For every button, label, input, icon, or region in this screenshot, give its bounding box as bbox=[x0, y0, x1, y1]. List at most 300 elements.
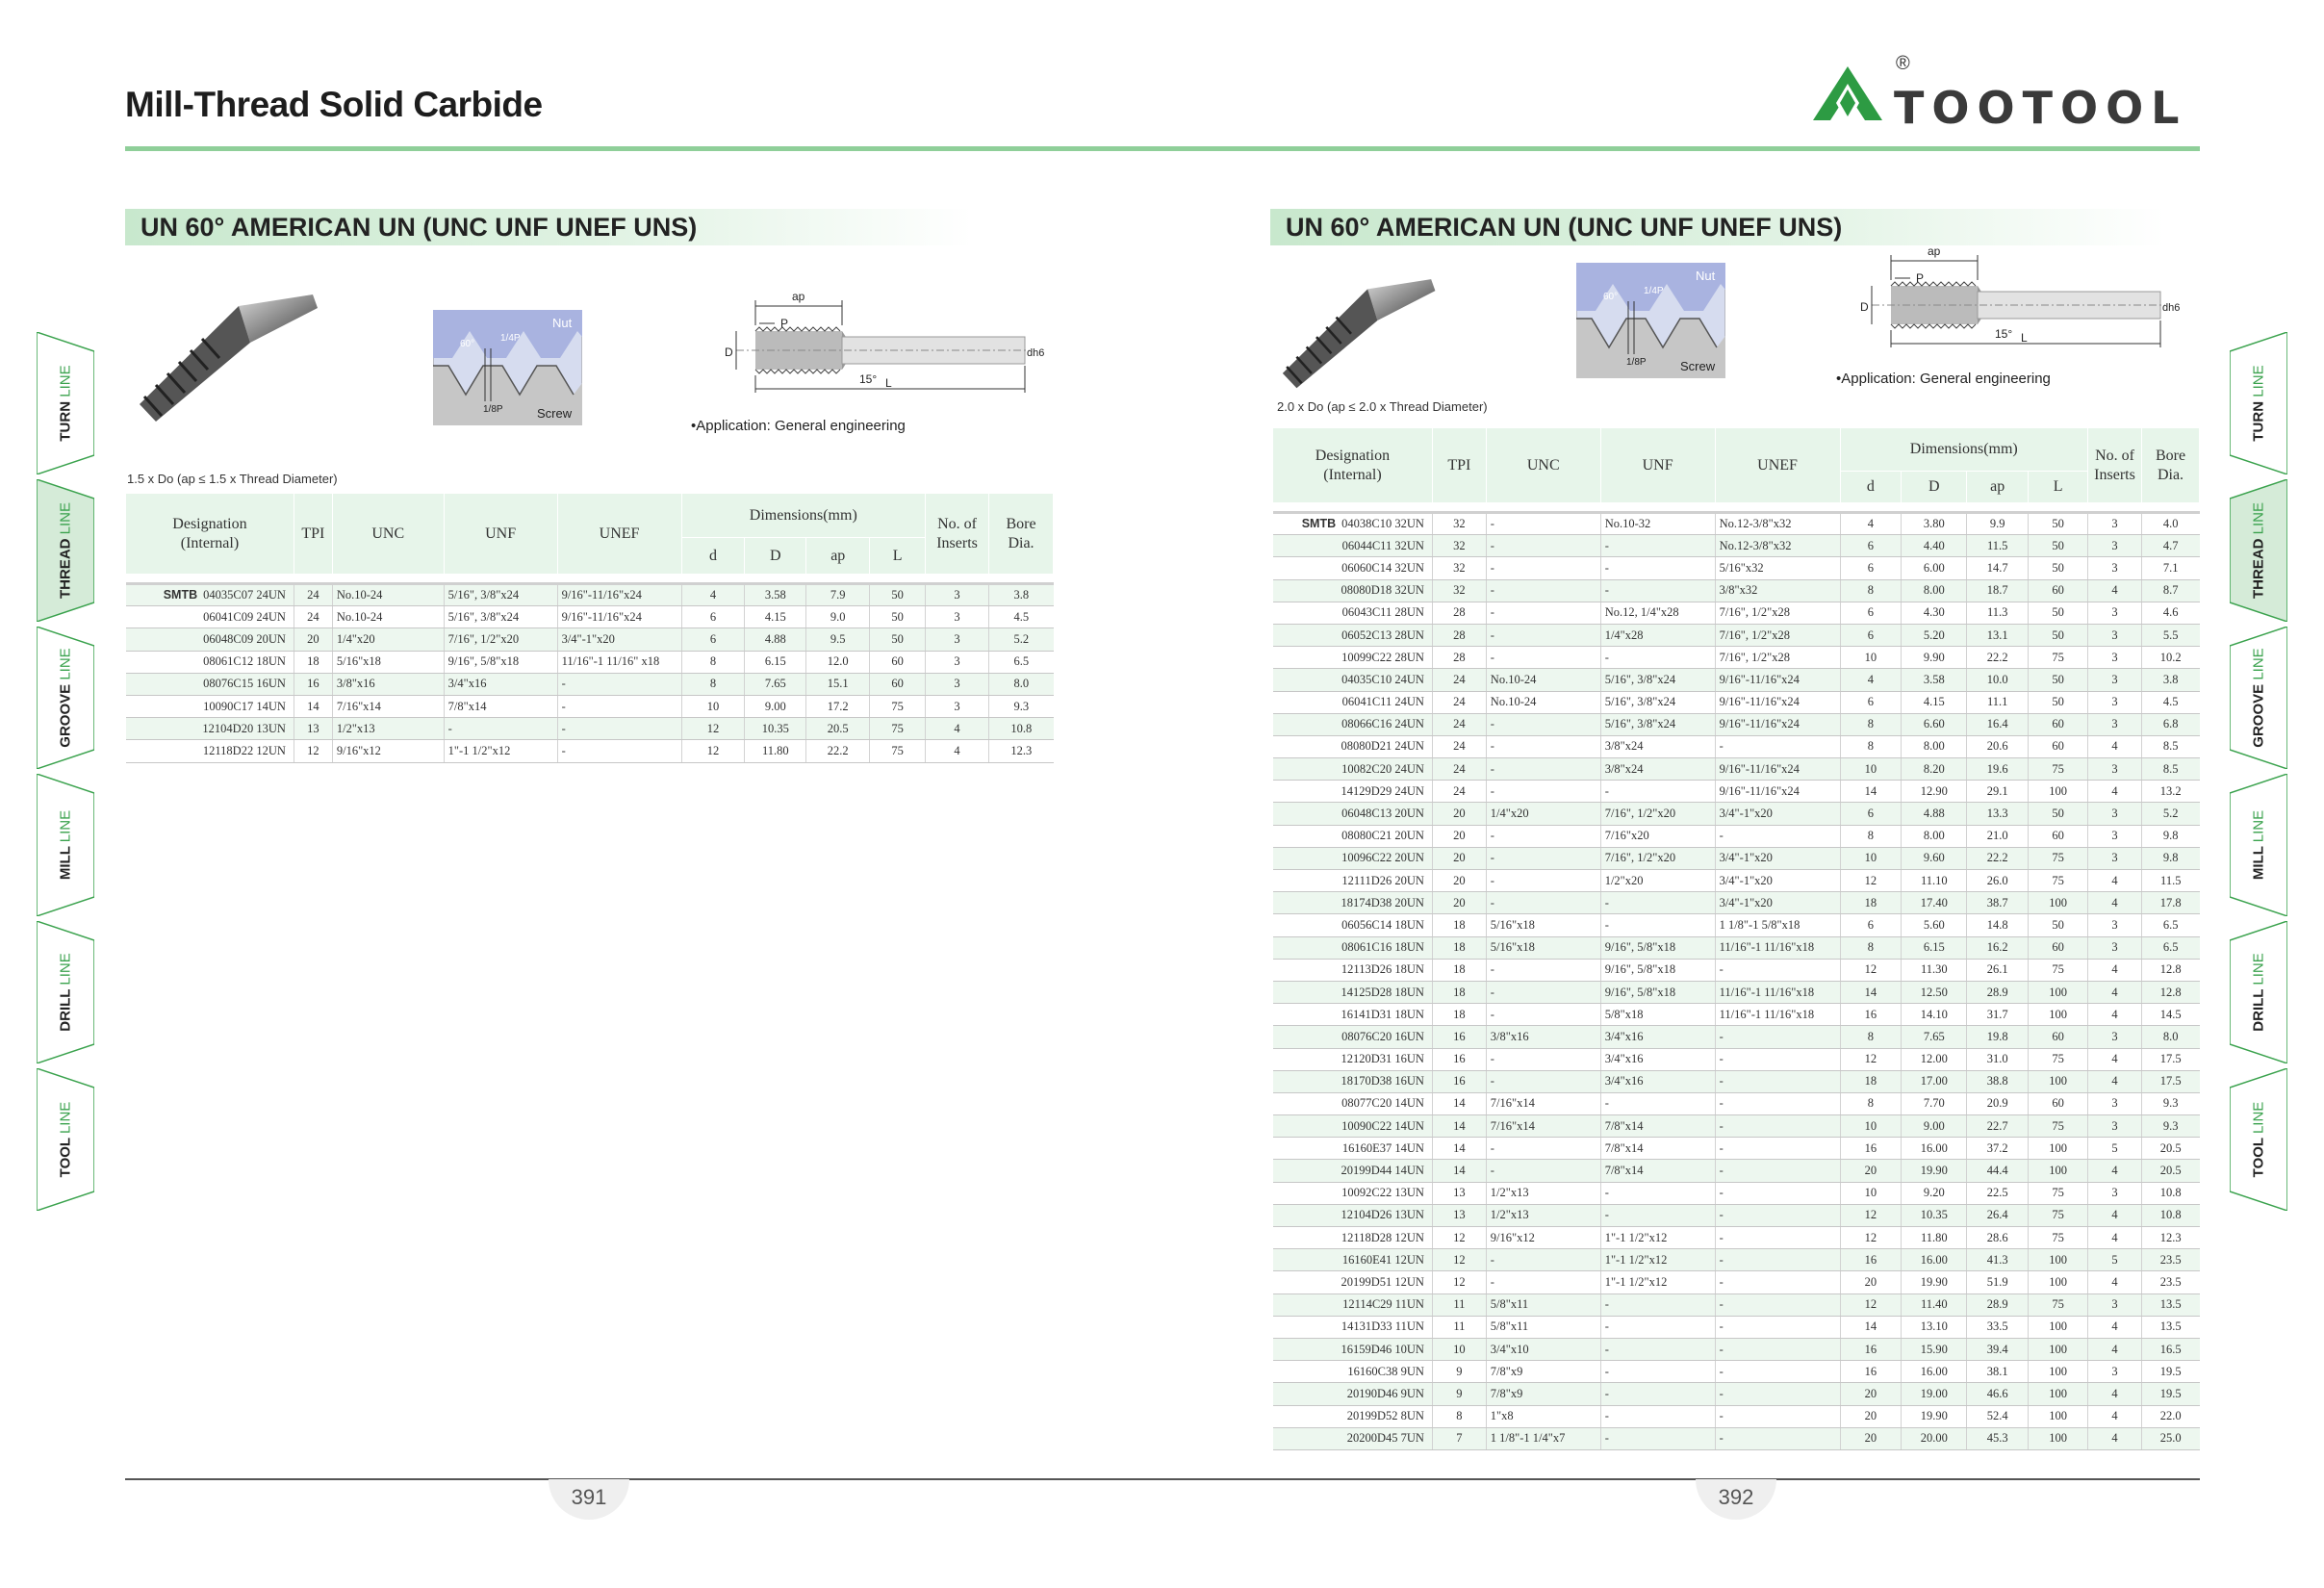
table-cell: - bbox=[1715, 1361, 1840, 1383]
table-cell: - bbox=[1486, 892, 1600, 914]
table-cell: 14.8 bbox=[1967, 914, 2029, 936]
table-cell: 13.1 bbox=[1967, 624, 2029, 646]
table-cell: 3 bbox=[2088, 1293, 2142, 1316]
table-cell: 7.9 bbox=[806, 584, 870, 606]
table-cell: 12.3 bbox=[989, 740, 1054, 762]
table-cell: 8.5 bbox=[2141, 758, 2199, 781]
right-depth-note: 2.0 x Do (ap ≤ 2.0 x Thread Diameter) bbox=[1277, 399, 1488, 414]
table-cell: 11/16"-1 11/16"x18 bbox=[1715, 936, 1840, 959]
table-cell: 75 bbox=[2029, 1293, 2088, 1316]
table-cell: 9 bbox=[1432, 1383, 1486, 1405]
left-spec-table bbox=[125, 493, 1054, 763]
side-tab-drill[interactable] bbox=[37, 921, 94, 1063]
table-cell: 17.8 bbox=[2141, 892, 2199, 914]
table-cell: 26.1 bbox=[1967, 959, 2029, 981]
table-cell: 60 bbox=[870, 673, 926, 695]
table-cell: 31.0 bbox=[1967, 1048, 2029, 1070]
table-cell: 3 bbox=[2088, 1115, 2142, 1138]
table-cell: 3.8 bbox=[989, 584, 1054, 606]
table-cell: 11 bbox=[1432, 1316, 1486, 1338]
table-cell: 4 bbox=[2088, 735, 2142, 757]
table-cell: 3/4"x16 bbox=[1600, 1048, 1715, 1070]
table-cell: 28.9 bbox=[1967, 981, 2029, 1003]
table-cell: 1 1/8"-1 1/4"x7 bbox=[1486, 1427, 1600, 1449]
table-cell: - bbox=[1486, 1271, 1600, 1293]
table-cell: 22.7 bbox=[1967, 1115, 2029, 1138]
table-cell: 3/4"x16 bbox=[1600, 1070, 1715, 1092]
table-cell: 8.7 bbox=[2141, 579, 2199, 602]
table-cell: - bbox=[1600, 1092, 1715, 1114]
designation-cell: SMTB 04035C07 24UN bbox=[126, 584, 294, 606]
table-cell: 5.60 bbox=[1902, 914, 1967, 936]
table-cell: 3 bbox=[2088, 758, 2142, 781]
table-cell: 26.4 bbox=[1967, 1204, 2029, 1226]
table-cell: 3 bbox=[2088, 647, 2142, 669]
table-cell: 9.00 bbox=[745, 695, 806, 717]
table-cell: 3 bbox=[2088, 825, 2142, 847]
table-row bbox=[1273, 602, 2200, 624]
side-tab-groove[interactable] bbox=[2230, 627, 2287, 769]
table-cell: - bbox=[1715, 959, 1840, 981]
table-row bbox=[1273, 1004, 2200, 1026]
table-cell: 13.2 bbox=[2141, 781, 2199, 803]
table-cell: 7/8"x14 bbox=[1600, 1160, 1715, 1182]
side-tab-label: MILL LINE bbox=[57, 809, 74, 881]
table-cell: 5.5 bbox=[2141, 624, 2199, 646]
table-cell: 20.9 bbox=[1967, 1092, 2029, 1114]
table-cell: - bbox=[1486, 870, 1600, 892]
table-cell: No.10-24 bbox=[1486, 691, 1600, 713]
table-cell: 11.80 bbox=[745, 740, 806, 762]
ap-header: ap bbox=[1967, 472, 2029, 503]
table-row bbox=[1273, 1361, 2200, 1383]
table-cell: 8 bbox=[681, 673, 745, 695]
table-cell: 16.00 bbox=[1902, 1138, 1967, 1160]
table-cell: 4 bbox=[2088, 1383, 2142, 1405]
table-cell: 9.60 bbox=[1902, 847, 1967, 869]
table-row bbox=[1273, 1026, 2200, 1048]
table-cell: - bbox=[1715, 1249, 1840, 1271]
inserts-header: No. of Inserts bbox=[926, 494, 989, 575]
table-cell: 8.0 bbox=[989, 673, 1054, 695]
table-cell: 50 bbox=[2029, 669, 2088, 691]
table-cell: - bbox=[1600, 781, 1715, 803]
table-cell: 100 bbox=[2029, 1383, 2088, 1405]
table-cell: 20.5 bbox=[2141, 1138, 2199, 1160]
table-cell: 18 bbox=[1432, 981, 1486, 1003]
table-cell: 24 bbox=[1432, 691, 1486, 713]
table-cell: - bbox=[557, 740, 681, 762]
designation-cell: 12120D31 16UN bbox=[1273, 1048, 1433, 1070]
table-cell: 14 bbox=[1432, 1138, 1486, 1160]
side-tab-label: DRILL LINE bbox=[57, 953, 74, 1032]
table-cell: 32 bbox=[1432, 513, 1486, 535]
table-cell: 51.9 bbox=[1967, 1271, 2029, 1293]
table-cell: 4 bbox=[2088, 1227, 2142, 1249]
table-cell: No.10-32 bbox=[1600, 513, 1715, 535]
right-section-heading: UN 60° AMERICAN UN (UNC UNF UNEF UNS) bbox=[1270, 209, 2165, 245]
L-header: L bbox=[2029, 472, 2088, 503]
left-depth-note: 1.5 x Do (ap ≤ 1.5 x Thread Diameter) bbox=[127, 472, 338, 486]
table-cell: 3/4"-1"x20 bbox=[1715, 847, 1840, 869]
table-cell: - bbox=[1600, 1383, 1715, 1405]
table-cell: 5/16"x18 bbox=[332, 651, 444, 673]
table-cell: 6 bbox=[681, 628, 745, 651]
table-cell: 11.3 bbox=[1967, 602, 2029, 624]
table-cell: 4 bbox=[1840, 513, 1902, 535]
table-cell: 3 bbox=[2088, 914, 2142, 936]
left-section-heading: UN 60° AMERICAN UN (UNC UNF UNEF UNS) bbox=[125, 209, 972, 245]
table-cell: 13 bbox=[1432, 1182, 1486, 1204]
table-cell: 4.7 bbox=[2141, 535, 2199, 557]
table-cell: 4 bbox=[2088, 892, 2142, 914]
table-cell: 1"-1 1/2"x12 bbox=[444, 740, 557, 762]
table-cell: 14.10 bbox=[1902, 1004, 1967, 1026]
table-cell: 75 bbox=[2029, 1115, 2088, 1138]
table-cell: 7/16"x14 bbox=[1486, 1115, 1600, 1138]
designation-cell: 06048C09 20UN bbox=[126, 628, 294, 651]
table-cell: 28.6 bbox=[1967, 1227, 2029, 1249]
table-cell: 13.5 bbox=[2141, 1316, 2199, 1338]
table-row bbox=[1273, 803, 2200, 825]
table-cell: 8 bbox=[1840, 579, 1902, 602]
table-cell: 16.4 bbox=[1967, 713, 2029, 735]
table-cell: 18 bbox=[1432, 959, 1486, 981]
table-row bbox=[1273, 647, 2200, 669]
table-cell: 16.00 bbox=[1902, 1249, 1967, 1271]
designation-cell: 06041C11 24UN bbox=[1273, 691, 1433, 713]
table-cell: 1"-1 1/2"x12 bbox=[1600, 1271, 1715, 1293]
designation-cell: 08080D21 24UN bbox=[1273, 735, 1433, 757]
table-row bbox=[1273, 892, 2200, 914]
side-tab-turn[interactable] bbox=[2230, 332, 2287, 474]
side-tab-tool[interactable] bbox=[37, 1068, 94, 1211]
designation-cell: 10090C17 14UN bbox=[126, 695, 294, 717]
table-cell: 3.58 bbox=[1902, 669, 1967, 691]
table-cell: 50 bbox=[2029, 557, 2088, 579]
table-cell: 60 bbox=[2029, 579, 2088, 602]
side-tab-label: GROOVE LINE bbox=[57, 648, 74, 748]
table-cell: 3 bbox=[2088, 1182, 2142, 1204]
table-cell: 11.30 bbox=[1902, 959, 1967, 981]
side-tab-label: TOOL LINE bbox=[57, 1101, 74, 1178]
nut-label: Nut bbox=[1696, 269, 1716, 283]
table-cell: 3/4"x10 bbox=[1486, 1338, 1600, 1360]
table-cell: 75 bbox=[2029, 1204, 2088, 1226]
table-cell: 9/16"-11/16"x24 bbox=[557, 606, 681, 628]
table-cell: 1/2"x13 bbox=[1486, 1182, 1600, 1204]
table-cell: 28 bbox=[1432, 624, 1486, 646]
side-tab-drill[interactable] bbox=[2230, 921, 2287, 1063]
table-cell: 4.15 bbox=[1902, 691, 1967, 713]
table-cell: 3 bbox=[2088, 847, 2142, 869]
table-cell: 16.00 bbox=[1902, 1361, 1967, 1383]
table-cell: 12 bbox=[1840, 1204, 1902, 1226]
table-cell: 75 bbox=[870, 695, 926, 717]
table-cell: 60 bbox=[2029, 825, 2088, 847]
table-cell: 20 bbox=[1840, 1383, 1902, 1405]
table-cell: 20.00 bbox=[1902, 1427, 1967, 1449]
designation-cell: 12104D26 13UN bbox=[1273, 1204, 1433, 1226]
designation-cell: 12118D22 12UN bbox=[126, 740, 294, 762]
table-cell: 28.9 bbox=[1967, 1293, 2029, 1316]
table-cell: 6.15 bbox=[1902, 936, 1967, 959]
table-cell: 5 bbox=[2088, 1138, 2142, 1160]
table-cell: 100 bbox=[2029, 1070, 2088, 1092]
table-cell: 20 bbox=[1840, 1160, 1902, 1182]
table-cell: - bbox=[1486, 602, 1600, 624]
D-header: D bbox=[745, 538, 806, 575]
length-label: L bbox=[885, 376, 892, 390]
registered-mark: ® bbox=[1896, 53, 1910, 74]
table-cell: 7.65 bbox=[745, 673, 806, 695]
table-row bbox=[1273, 1227, 2200, 1249]
tpi-header: TPI bbox=[1432, 428, 1486, 503]
table-cell: 16 bbox=[1432, 1026, 1486, 1048]
designation-cell: 12111D26 20UN bbox=[1273, 870, 1433, 892]
table-cell: - bbox=[557, 718, 681, 740]
table-cell: 7/8"x9 bbox=[1486, 1361, 1600, 1383]
side-tab-label: DRILL LINE bbox=[2250, 953, 2267, 1032]
table-cell: No.10-24 bbox=[332, 584, 444, 606]
table-cell: 6 bbox=[1840, 624, 1902, 646]
table-row bbox=[1273, 981, 2200, 1003]
table-cell: 18 bbox=[294, 651, 332, 673]
side-tab-tool[interactable] bbox=[2230, 1068, 2287, 1211]
table-cell: 17.00 bbox=[1902, 1070, 1967, 1092]
table-cell: 4.40 bbox=[1902, 535, 1967, 557]
table-cell: 12.0 bbox=[806, 651, 870, 673]
table-cell: - bbox=[1486, 959, 1600, 981]
table-cell: 75 bbox=[2029, 847, 2088, 869]
table-cell: 19.5 bbox=[2141, 1361, 2199, 1383]
table-row bbox=[1273, 624, 2200, 646]
table-cell: 9.90 bbox=[1902, 647, 1967, 669]
table-row bbox=[1273, 535, 2200, 557]
table-cell: 8.00 bbox=[1902, 735, 1967, 757]
table-cell: 18 bbox=[1840, 892, 1902, 914]
table-cell: 3/4"-1"x20 bbox=[557, 628, 681, 651]
table-cell: 25.0 bbox=[2141, 1427, 2199, 1449]
side-tab-thread[interactable] bbox=[2230, 479, 2287, 622]
table-cell: 5/16", 3/8"x24 bbox=[1600, 691, 1715, 713]
table-cell: 18.7 bbox=[1967, 579, 2029, 602]
table-row bbox=[1273, 1070, 2200, 1092]
table-cell: 100 bbox=[2029, 981, 2088, 1003]
table-cell: 3 bbox=[926, 673, 989, 695]
table-cell: 5/8"x11 bbox=[1486, 1316, 1600, 1338]
designation-cell: 16160C38 9UN bbox=[1273, 1361, 1433, 1383]
designation-cell: 10099C22 28UN bbox=[1273, 647, 1433, 669]
table-cell: 8.00 bbox=[1902, 579, 1967, 602]
table-cell: 13 bbox=[294, 718, 332, 740]
table-cell: 7/16", 1/2"x28 bbox=[1715, 602, 1840, 624]
table-cell: - bbox=[1715, 1383, 1840, 1405]
table-cell: - bbox=[1600, 647, 1715, 669]
designation-cell: 06044C11 32UN bbox=[1273, 535, 1433, 557]
footer-divider bbox=[125, 1478, 2200, 1480]
unf-header: UNF bbox=[1600, 428, 1715, 503]
page-number-right: 392 bbox=[1696, 1479, 1776, 1520]
table-cell: 10 bbox=[681, 695, 745, 717]
table-cell: 16 bbox=[1432, 1048, 1486, 1070]
table-cell: 7/8"x14 bbox=[1600, 1138, 1715, 1160]
table-cell: 4 bbox=[2088, 1004, 2142, 1026]
series-prefix: SMTB bbox=[163, 588, 198, 602]
table-cell: - bbox=[1600, 557, 1715, 579]
table-cell: 46.6 bbox=[1967, 1383, 2029, 1405]
table-cell: 3 bbox=[2088, 624, 2142, 646]
table-cell: 17.5 bbox=[2141, 1048, 2199, 1070]
table-cell: 12 bbox=[1840, 1293, 1902, 1316]
table-cell: 75 bbox=[870, 740, 926, 762]
table-cell: 17.40 bbox=[1902, 892, 1967, 914]
table-row bbox=[1273, 1115, 2200, 1138]
table-row bbox=[1273, 781, 2200, 803]
table-cell: 10 bbox=[1840, 758, 1902, 781]
table-cell: 4 bbox=[926, 740, 989, 762]
table-cell: 19.90 bbox=[1902, 1160, 1967, 1182]
helix-angle-label: 15° bbox=[859, 372, 878, 386]
table-cell: 11.5 bbox=[1967, 535, 2029, 557]
side-tab-mill[interactable] bbox=[37, 774, 94, 916]
table-cell: 4 bbox=[2088, 1070, 2142, 1092]
table-cell: - bbox=[557, 695, 681, 717]
eighth-pitch-label: 1/8P bbox=[1626, 357, 1647, 368]
table-cell: 100 bbox=[2029, 892, 2088, 914]
table-cell: 22.2 bbox=[1967, 647, 2029, 669]
table-cell: 15.1 bbox=[806, 673, 870, 695]
side-tab-thread[interactable] bbox=[37, 479, 94, 622]
table-cell: 3.8 bbox=[2141, 669, 2199, 691]
table-cell: 4 bbox=[2088, 1427, 2142, 1449]
table-cell: 9.8 bbox=[2141, 847, 2199, 869]
table-cell: 33.5 bbox=[1967, 1316, 2029, 1338]
table-row bbox=[1273, 914, 2200, 936]
unef-header: UNEF bbox=[557, 494, 681, 575]
table-cell: - bbox=[1715, 1026, 1840, 1048]
table-cell: 20.5 bbox=[806, 718, 870, 740]
table-cell: 7/8"x14 bbox=[1600, 1115, 1715, 1138]
table-cell: 3 bbox=[2088, 602, 2142, 624]
table-cell: 3 bbox=[2088, 803, 2142, 825]
table-cell: 4 bbox=[2088, 1160, 2142, 1182]
table-cell: 9.00 bbox=[1902, 1115, 1967, 1138]
table-cell: 10.35 bbox=[745, 718, 806, 740]
table-cell: 17.5 bbox=[2141, 1070, 2199, 1092]
table-cell: 4 bbox=[1840, 669, 1902, 691]
table-row bbox=[1273, 1249, 2200, 1271]
table-cell: 100 bbox=[2029, 1138, 2088, 1160]
table-cell: 16.2 bbox=[1967, 936, 2029, 959]
table-cell: 11.1 bbox=[1967, 691, 2029, 713]
table-cell: 11/16"-1 11/16"x18 bbox=[1715, 981, 1840, 1003]
table-cell: - bbox=[1486, 624, 1600, 646]
table-cell: 9/16", 5/8"x18 bbox=[444, 651, 557, 673]
table-cell: 9.0 bbox=[806, 606, 870, 628]
table-cell: 10.8 bbox=[2141, 1204, 2199, 1226]
table-cell: 12.3 bbox=[2141, 1227, 2199, 1249]
table-cell: 16.5 bbox=[2141, 1338, 2199, 1360]
right-spec-table bbox=[1272, 427, 2200, 1450]
table-cell: - bbox=[1486, 535, 1600, 557]
table-row bbox=[1273, 936, 2200, 959]
table-cell: - bbox=[557, 673, 681, 695]
table-cell: 50 bbox=[870, 584, 926, 606]
table-cell: 10.35 bbox=[1902, 1204, 1967, 1226]
table-cell: - bbox=[1600, 1293, 1715, 1316]
table-row bbox=[1273, 1271, 2200, 1293]
table-cell: 75 bbox=[2029, 959, 2088, 981]
table-cell: 20.6 bbox=[1967, 735, 2029, 757]
table-cell: 5/16", 3/8"x24 bbox=[444, 606, 557, 628]
side-tab-groove[interactable] bbox=[37, 627, 94, 769]
designation-cell: 08080D18 32UN bbox=[1273, 579, 1433, 602]
d-header: d bbox=[1840, 472, 1902, 503]
table-cell: 3 bbox=[2088, 691, 2142, 713]
table-cell: 3/8"x24 bbox=[1600, 735, 1715, 757]
table-cell: 29.1 bbox=[1967, 781, 2029, 803]
table-cell: 14 bbox=[294, 695, 332, 717]
table-cell: 3.80 bbox=[1902, 513, 1967, 535]
table-cell: 100 bbox=[2029, 1271, 2088, 1293]
series-prefix: SMTB bbox=[1301, 517, 1337, 531]
table-cell: 6 bbox=[1840, 535, 1902, 557]
table-row bbox=[1273, 1138, 2200, 1160]
designation-cell: 14131D33 11UN bbox=[1273, 1316, 1433, 1338]
designation-cell: 08066C16 24UN bbox=[1273, 713, 1433, 735]
table-cell: 8 bbox=[681, 651, 745, 673]
table-cell: - bbox=[1486, 1160, 1600, 1182]
table-cell: 10.0 bbox=[1967, 669, 2029, 691]
table-cell: 4.6 bbox=[2141, 602, 2199, 624]
table-cell: - bbox=[1486, 1138, 1600, 1160]
pitch-label: P bbox=[1916, 271, 1925, 285]
table-cell: 14 bbox=[1432, 1160, 1486, 1182]
side-tab-turn[interactable] bbox=[37, 332, 94, 474]
table-cell: 11/16"-1 11/16" x18 bbox=[557, 651, 681, 673]
table-cell: 19.90 bbox=[1902, 1405, 1967, 1427]
table-cell: 12 bbox=[1840, 1227, 1902, 1249]
designation-cell: 08080C21 20UN bbox=[1273, 825, 1433, 847]
table-cell: 24 bbox=[294, 606, 332, 628]
table-row bbox=[1273, 1160, 2200, 1182]
table-cell: - bbox=[1600, 1361, 1715, 1383]
right-application-note: •Application: General engineering bbox=[1836, 371, 2051, 387]
table-cell: 60 bbox=[2029, 1092, 2088, 1114]
table-cell: 100 bbox=[2029, 1160, 2088, 1182]
designation-cell: 10096C22 20UN bbox=[1273, 847, 1433, 869]
table-cell: - bbox=[1486, 647, 1600, 669]
nut-label: Nut bbox=[552, 316, 573, 330]
table-row bbox=[1273, 735, 2200, 757]
designation-cell: 10092C22 13UN bbox=[1273, 1182, 1433, 1204]
table-row bbox=[126, 651, 1054, 673]
table-cell: 14 bbox=[1840, 981, 1902, 1003]
table-cell: 100 bbox=[2029, 1427, 2088, 1449]
table-row bbox=[1273, 1338, 2200, 1360]
table-cell: 4 bbox=[2088, 1271, 2142, 1293]
table-cell: 20 bbox=[1432, 803, 1486, 825]
table-cell: 3 bbox=[2088, 936, 2142, 959]
table-row bbox=[1273, 691, 2200, 713]
side-tab-mill[interactable] bbox=[2230, 774, 2287, 916]
table-cell: No.12-3/8"x32 bbox=[1715, 535, 1840, 557]
table-cell: 11.80 bbox=[1902, 1227, 1967, 1249]
table-cell: - bbox=[1715, 1070, 1840, 1092]
bore-header: Bore Dia. bbox=[989, 494, 1054, 575]
table-cell: 7.70 bbox=[1902, 1092, 1967, 1114]
